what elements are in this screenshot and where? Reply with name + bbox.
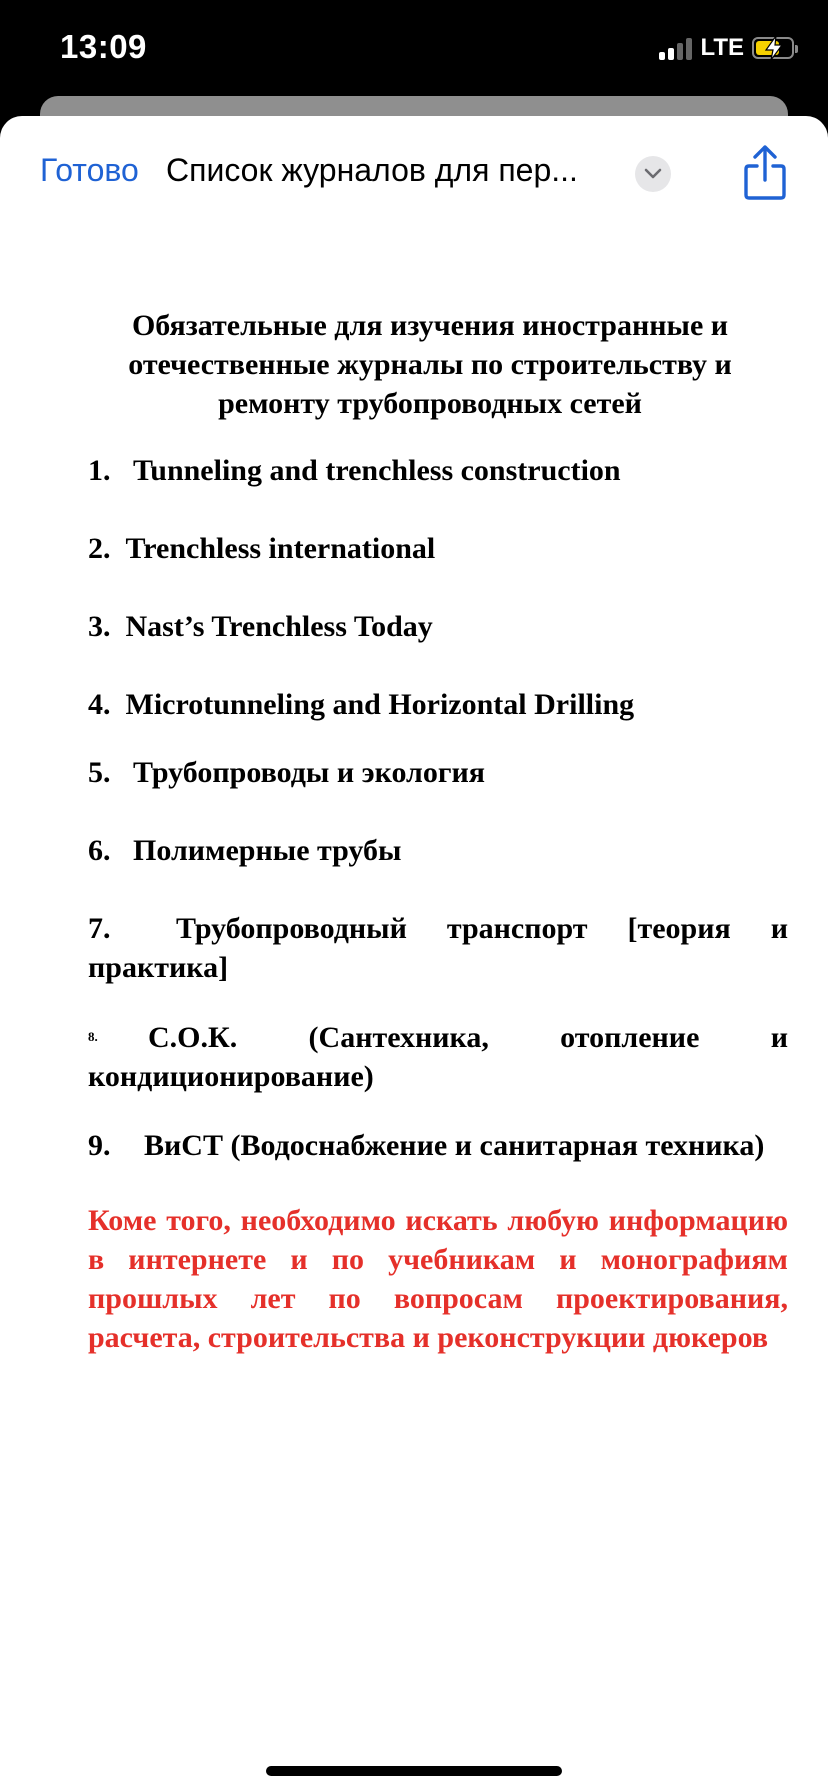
- chevron-down-icon: [644, 168, 662, 180]
- share-icon: [740, 144, 790, 202]
- item-text: Трубопроводы и экология: [133, 756, 486, 789]
- list-item: [88, 607, 788, 646]
- item-number: 9.: [88, 1129, 111, 1162]
- item-number: 7.: [88, 912, 111, 945]
- document-heading: Обязательные для изучения иностранные и отечественные журналы по строительству и ремонту трубопроводных сетей: [128, 309, 732, 420]
- done-button[interactable]: Готово: [40, 152, 139, 188]
- list-item: [88, 529, 788, 568]
- list-item: [88, 1017, 788, 1096]
- title-menu-button[interactable]: [635, 156, 671, 192]
- nav-bar: [0, 116, 828, 226]
- home-indicator[interactable]: [266, 1766, 562, 1776]
- item-text: Tunneling and trenchless construction: [133, 454, 621, 487]
- item-number: 4.: [88, 688, 111, 721]
- item-text: Полимерные трубы: [133, 834, 402, 867]
- list-item: [88, 1126, 788, 1165]
- status-indicators: [659, 34, 794, 62]
- item-text: Trenchless international: [125, 532, 436, 565]
- share-button[interactable]: [740, 144, 790, 202]
- signal-icon: [659, 36, 692, 60]
- item-text: С.О.К. (Сантехника, отопление и кондиционирование): [88, 1021, 788, 1093]
- list-item: [88, 831, 788, 870]
- network-type: LTE: [700, 34, 744, 61]
- item-text: Nast’s Trenchless Today: [125, 610, 433, 643]
- document-viewer-sheet: [0, 116, 828, 1792]
- item-number: 5.: [88, 756, 111, 789]
- item-number: 8.: [88, 1029, 98, 1044]
- battery-charging-icon: [752, 37, 794, 59]
- list-item: [88, 451, 788, 490]
- list-item: [88, 685, 788, 724]
- item-number: 6.: [88, 834, 111, 867]
- item-text: Трубопроводный транспорт [теория и практика]: [88, 912, 788, 984]
- document-title: Список журналов для пер...: [166, 152, 578, 188]
- list-item: [88, 909, 788, 987]
- item-number: 2.: [88, 532, 111, 565]
- item-text: ВиСТ (Водоснабжение и санитарная техника): [144, 1129, 765, 1162]
- status-bar: [0, 0, 828, 96]
- red-note: Коме того, необходимо искать любую информацию в интернете и по учебникам и монографиям прошлых лет по вопросам проектирования, расчета, строительства и реконструкции дюкеров: [88, 1204, 788, 1354]
- item-text: Microtunneling and Horizontal Drilling: [125, 688, 635, 721]
- list-item: [88, 753, 788, 792]
- status-time: 13:09: [60, 28, 147, 65]
- document-content: [88, 306, 788, 1357]
- item-number: 1.: [88, 454, 111, 487]
- item-number: 3.: [88, 610, 111, 643]
